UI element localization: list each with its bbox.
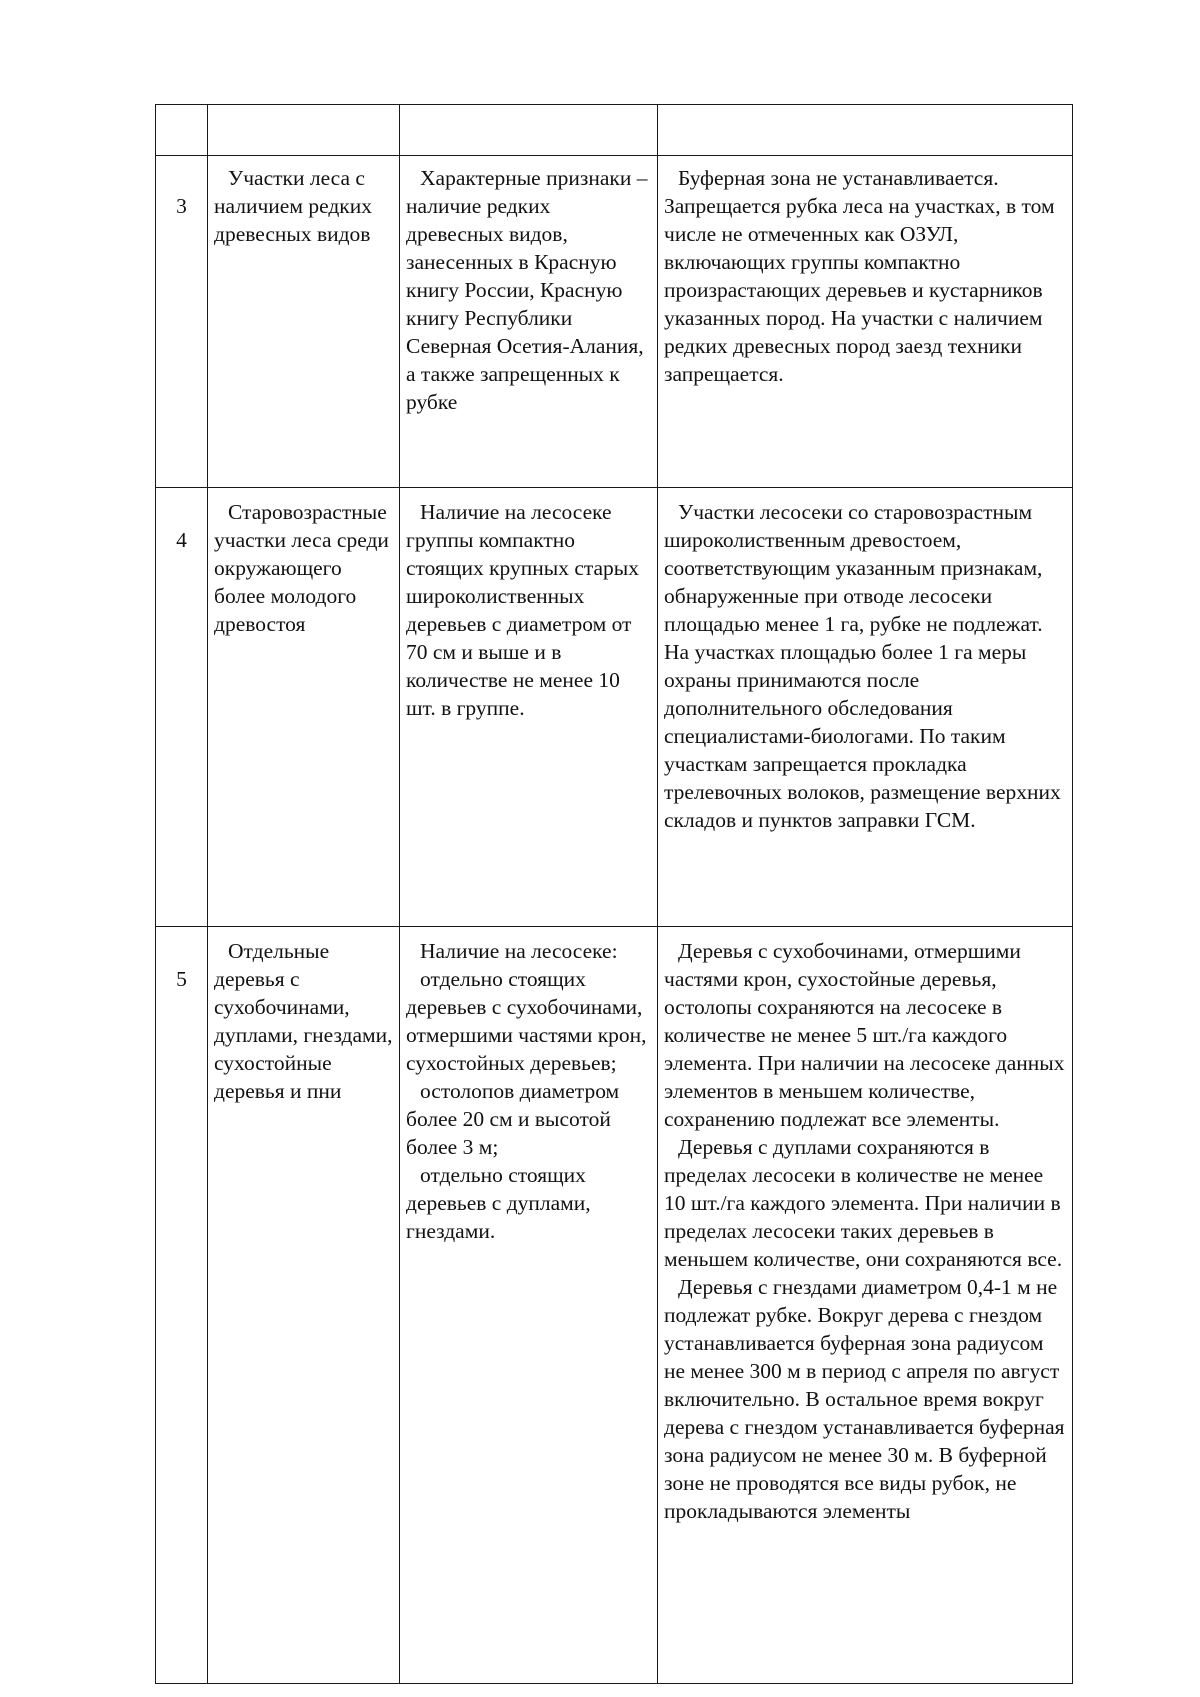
measures-cell [658, 156, 1073, 488]
sign-text: остолопов диаметром более 20 см и высотой более 3 м; [406, 1079, 620, 1159]
sign-text: Наличие на лесосеке: [420, 939, 618, 963]
area-name: Участки леса с наличием редких древесных видов [214, 166, 372, 246]
signs-cell [400, 927, 658, 1684]
row-number: 5 [156, 927, 208, 1684]
empty-cell [208, 105, 400, 156]
empty-cell [400, 105, 658, 156]
area-name-cell [208, 156, 400, 488]
measure-text: Буферная зона не устанавливается. Запрещается рубка леса на участках, в том числе не отмеченных как ОЗУЛ, включающих группы компактно произрастающих деревьев и кустарников указанных пород. На участки с наличием редких древесных пород заезд техники запрещается. [664, 166, 1055, 386]
table-row-empty [156, 105, 1073, 156]
sign-text: Наличие на лесосеке группы компактно стоящих крупных старых широколиственных деревьев с диаметром от 70 см и выше и в количестве не менее 10 шт. в группе. [406, 500, 640, 720]
empty-cell [156, 105, 208, 156]
sign-text: отдельно стоящих деревьев с сухобочинами, отмершими частями крон, сухостойных деревьев; [406, 967, 647, 1075]
area-name-cell [208, 927, 400, 1684]
measure-text: Деревья с дуплами сохраняются в пределах лесосеки в количестве не менее 10 шт./га каждого элемента. При наличии в пределах лесосеки таких деревьев в меньшем количестве, они сохраняются все. [664, 1135, 1063, 1271]
row-number: 4 [156, 488, 208, 927]
signs-cell [400, 156, 658, 488]
area-name: Старовозрастные участки леса среди окружающего более молодого древостоя [214, 500, 389, 636]
sign-text: отдельно стоящих деревьев с дуплами, гнездами. [406, 1163, 591, 1243]
measures-cell [658, 927, 1073, 1684]
signs-cell [400, 488, 658, 927]
sign-text: Характерные признаки – наличие редких древесных видов, занесенных в Красную книгу России, Красную книгу Республики Северная Осетия-Алания, а также запрещенных к рубке [406, 166, 648, 414]
measure-text: Участки лесосеки со старовозрастным широколиственным древостоем, соответствующим указанным признакам, обнаруженные при отводе лесосеки площадью менее 1 га, рубке не подлежат. На участках площадью более 1 га меры охраны принимаются после дополнительного обследования специалистами-биологами. По таким участкам запрещается прокладка трелевочных волоков, размещение верхних складов и пунктов заправки ГСМ. [664, 500, 1061, 832]
measure-text: Деревья с гнездами диаметром 0,4-1 м не подлежат рубке. Вокруг дерева с гнездом устанавливается буферная зона радиусом не менее 300 м в период с апреля по август включительно. В остальное время вокруг дерева с гнездом устанавливается буферная зона радиусом не менее 30 м. В буферной зоне не проводятся все виды рубок, не прокладываются элементы [664, 1275, 1065, 1523]
protection-measures-table [155, 104, 1073, 1684]
table-row [156, 488, 1073, 927]
area-name: Отдельные деревья с сухобочинами, дуплами, гнездами, сухостойные деревья и пни [214, 939, 393, 1103]
area-name-cell [208, 488, 400, 927]
measures-cell [658, 488, 1073, 927]
measure-text: Деревья с сухобочинами, отмершими частями крон, сухостойные деревья, остолопы сохраняются на лесосеке в количестве не менее 5 шт./га каждого элемента. При наличии на лесосеке данных элементов в меньшем количестве, сохранению подлежат все элементы. [664, 939, 1065, 1131]
row-number: 3 [156, 156, 208, 488]
table-row [156, 156, 1073, 488]
table-row [156, 927, 1073, 1684]
empty-cell [658, 105, 1073, 156]
